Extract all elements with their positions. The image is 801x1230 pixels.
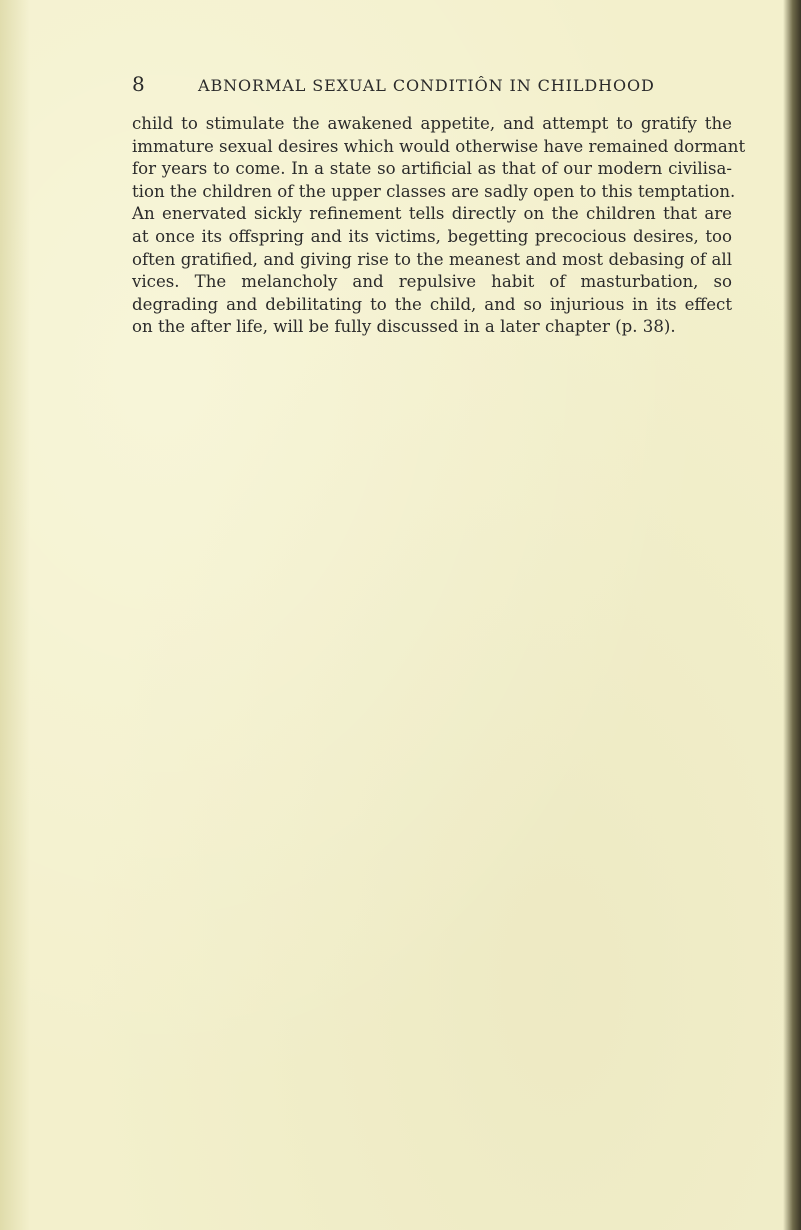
running-title: ABNORMAL SEXUAL CONDITIÔN IN CHILDHOOD <box>198 76 655 95</box>
page-number: 8 <box>132 72 146 96</box>
text-line: vices. The melancholy and repulsive habit of masturbation, so <box>132 272 732 292</box>
text-line: An enervated sickly refinement tells directly on the children that are <box>132 204 732 224</box>
text-line: immature sexual desires which would otherwise have remained dormant <box>132 136 746 156</box>
text-line: child to stimulate the awakened appetite, and attempt to gratify the <box>132 114 732 133</box>
text-line: at once its offspring and its victims, begetting precocious desires, too <box>132 226 732 246</box>
running-head <box>132 72 692 100</box>
body-paragraph <box>132 113 746 339</box>
text-line: tion the children of the upper classes are sadly open to this temptation. <box>132 181 736 201</box>
page-gutter-shadow <box>0 0 30 1230</box>
text-line: for years to come. In a state so artificial as that of our modern civilisa- <box>132 159 732 179</box>
text-line: degrading and debilitating to the child, and so injurious in its effect <box>132 294 732 314</box>
text-line: often gratified, and giving rise to the meanest and most debasing of all <box>132 249 732 269</box>
text-line: on the after life, will be fully discussed in a later chapter (p. 38). <box>132 317 676 337</box>
page-edge-shadow <box>783 0 801 1230</box>
